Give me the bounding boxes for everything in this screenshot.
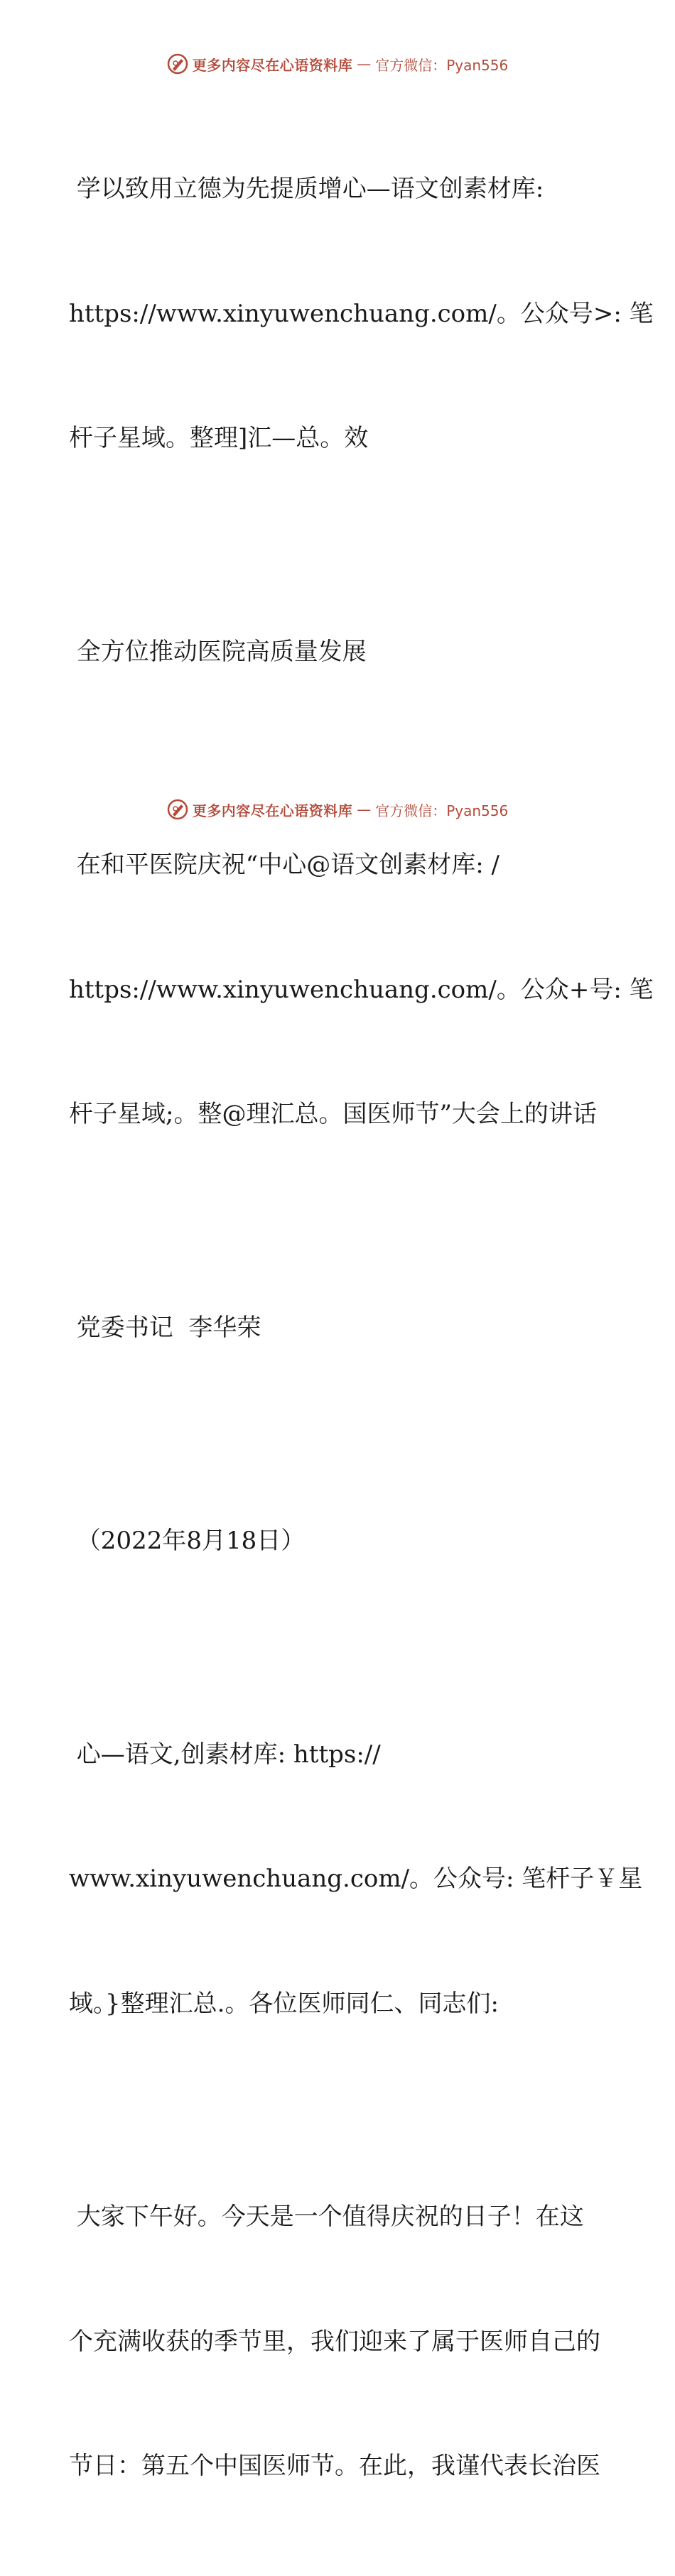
text-line: 杆子星域。整理]汇—总。效 xyxy=(69,424,369,452)
text-line: 在和平医院庆祝“中心@语文创素材库: / xyxy=(69,851,500,879)
banner-wechat: 官方微信：Pyan556 xyxy=(375,56,509,74)
paragraph xyxy=(69,1651,643,2108)
text-line: 学以致用立德为先提质增心—语文创素材库: xyxy=(69,175,544,203)
paragraph xyxy=(69,548,609,756)
banner-separator: — xyxy=(357,55,372,72)
text-line: 心—语文,创素材库: https:// xyxy=(69,1740,381,1769)
paragraph xyxy=(69,761,654,1218)
paragraph xyxy=(69,85,654,542)
text-line: 域。}整理汇总.。各位医师同仁、同志们: xyxy=(69,1989,499,2018)
text-line: https://www.xinyuwenchuang.com/。公众号>: 笔 xyxy=(69,299,654,328)
pen-logo-icon xyxy=(167,53,188,75)
text-line: 杆子星域;。整@理汇总。国医师节”大会上的讲话 xyxy=(69,1100,597,1128)
text-line: 节日：第五个中国医师节。在此，我谨代表长治医 xyxy=(69,2452,600,2480)
banner-separator: — xyxy=(357,801,372,818)
banner-wechat: 官方微信：Pyan556 xyxy=(375,802,509,819)
text-line: 党委书记 李华荣 xyxy=(69,1313,261,1342)
footer-banner xyxy=(0,795,675,824)
header-banner xyxy=(0,50,675,78)
text-line: （2022年8月18日） xyxy=(69,1527,306,1555)
paragraph xyxy=(69,1224,609,1432)
document-body xyxy=(69,85,654,2576)
text-line: www.xinyuwenchuang.com/。公众号: 笔杆子￥星 xyxy=(69,1865,643,1893)
text-line: 全方位推动医院高质量发展 xyxy=(69,637,367,666)
text-line: 大家下午好。今天是一个值得庆祝的日子！在这 xyxy=(69,2203,584,2231)
paragraph xyxy=(69,2113,609,2570)
text-line: 个充满收获的季节里，我们迎来了属于医师自己的 xyxy=(69,2327,600,2356)
banner-text: 更多内容尽在心语资料库 xyxy=(192,56,353,74)
paragraph xyxy=(69,1437,609,1645)
pen-logo-icon xyxy=(167,799,188,820)
text-line: https://www.xinyuwenchuang.com/。公众+号: 笔 xyxy=(69,975,654,1004)
banner-text: 更多内容尽在心语资料库 xyxy=(192,802,353,819)
